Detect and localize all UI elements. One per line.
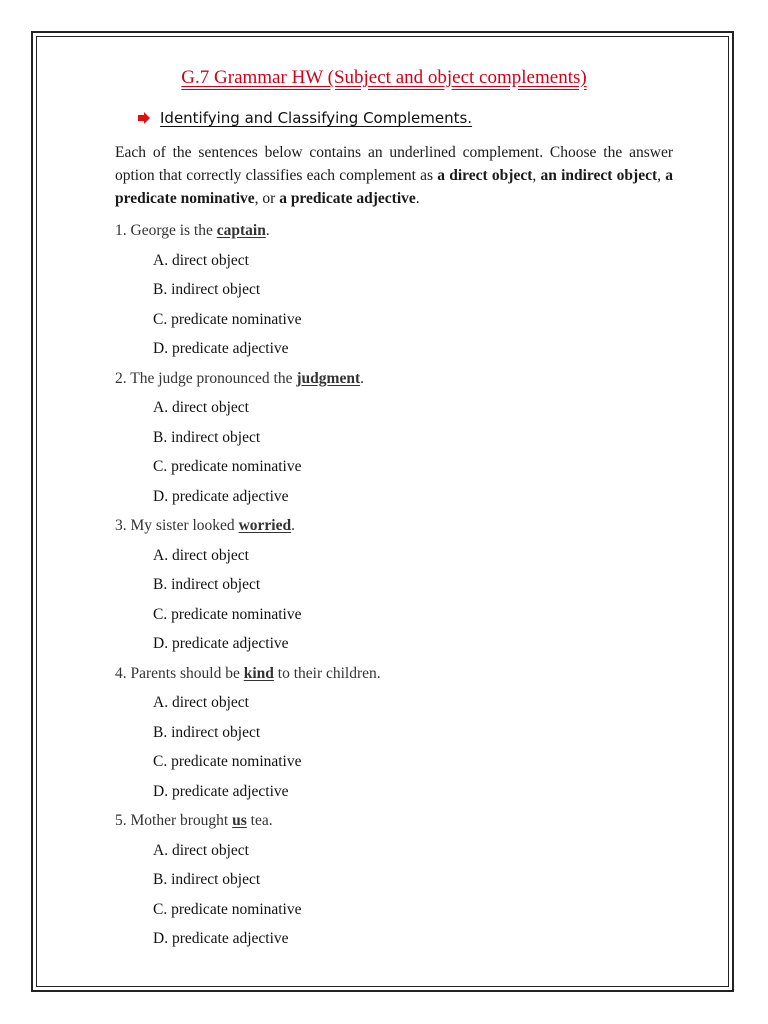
- question-text-end: tea.: [246, 812, 273, 829]
- option-b[interactable]: B. indirect object: [153, 428, 261, 446]
- instructions: [115, 141, 673, 210]
- page-title: [0, 66, 768, 90]
- option-a[interactable]: A. direct object: [153, 399, 249, 416]
- arrow-right-icon: [138, 112, 150, 124]
- option-b[interactable]: B. indirect object: [153, 576, 261, 593]
- option-d[interactable]: D. predicate adjective: [153, 340, 289, 357]
- option-d[interactable]: D. predicate adjective: [153, 782, 289, 800]
- option-a[interactable]: A. direct object: [153, 841, 249, 859]
- separator: , or: [254, 190, 280, 207]
- option-c[interactable]: C. predicate nominative: [153, 753, 302, 770]
- option-c[interactable]: C. predicate nominative: [153, 458, 302, 475]
- question-text: 3. My sister looked: [115, 517, 239, 534]
- option-a[interactable]: A. direct object: [153, 546, 249, 564]
- question-text-end: .: [360, 369, 364, 387]
- option-a[interactable]: A. direct object: [153, 694, 249, 711]
- separator: ,: [657, 167, 666, 184]
- section-heading-text: Identifying and Classifying Complements.: [160, 109, 473, 127]
- question-text: 5. Mother brought: [115, 812, 233, 829]
- underlined-complement: judgment: [296, 369, 361, 387]
- question-4: [115, 662, 675, 692]
- option-c[interactable]: C. predicate nominative: [153, 310, 302, 328]
- option-d[interactable]: D. predicate adjective: [153, 487, 289, 505]
- question-text-end: to their children.: [273, 664, 381, 682]
- term-predicate-nominative: a predicate nominative: [115, 167, 673, 207]
- question-text-end: .: [291, 517, 295, 534]
- instructions-text: Each of the sentences below contains an underlined complement. Choose the answer option that correctly classifies each complement as: [115, 144, 673, 184]
- option-c[interactable]: C. predicate nominative: [153, 900, 302, 918]
- option-d[interactable]: D. predicate adjective: [153, 635, 289, 652]
- term-indirect-object: an indirect object: [540, 167, 658, 184]
- question-3: [115, 514, 675, 544]
- question-text: 4. Parents should be: [115, 664, 244, 682]
- underlined-complement: captain: [216, 222, 266, 239]
- separator: ,: [532, 167, 541, 184]
- option-c[interactable]: C. predicate nominative: [153, 605, 302, 623]
- underlined-complement: us: [232, 812, 247, 829]
- question-1: [115, 219, 675, 249]
- page-title-text: G.7 Grammar HW (Subject and object complements): [181, 67, 587, 88]
- question-list: [115, 219, 675, 957]
- option-b[interactable]: B. indirect object: [153, 281, 261, 298]
- underlined-complement: worried: [238, 517, 292, 534]
- question-text: 1. George is the: [115, 222, 217, 239]
- question-text: 2. The judge pronounced the: [115, 369, 297, 387]
- question-2: [115, 367, 675, 397]
- question-text-end: .: [265, 222, 270, 239]
- term-direct-object: a direct object: [437, 167, 533, 184]
- period: .: [415, 190, 420, 207]
- question-5: [115, 809, 675, 839]
- option-d[interactable]: D. predicate adjective: [153, 930, 289, 947]
- option-b[interactable]: B. indirect object: [153, 871, 261, 888]
- option-b[interactable]: B. indirect object: [153, 723, 261, 741]
- section-heading: [138, 107, 472, 129]
- underlined-complement: kind: [243, 664, 274, 682]
- option-a[interactable]: A. direct object: [153, 251, 249, 269]
- term-predicate-adjective: a predicate adjective: [279, 190, 416, 207]
